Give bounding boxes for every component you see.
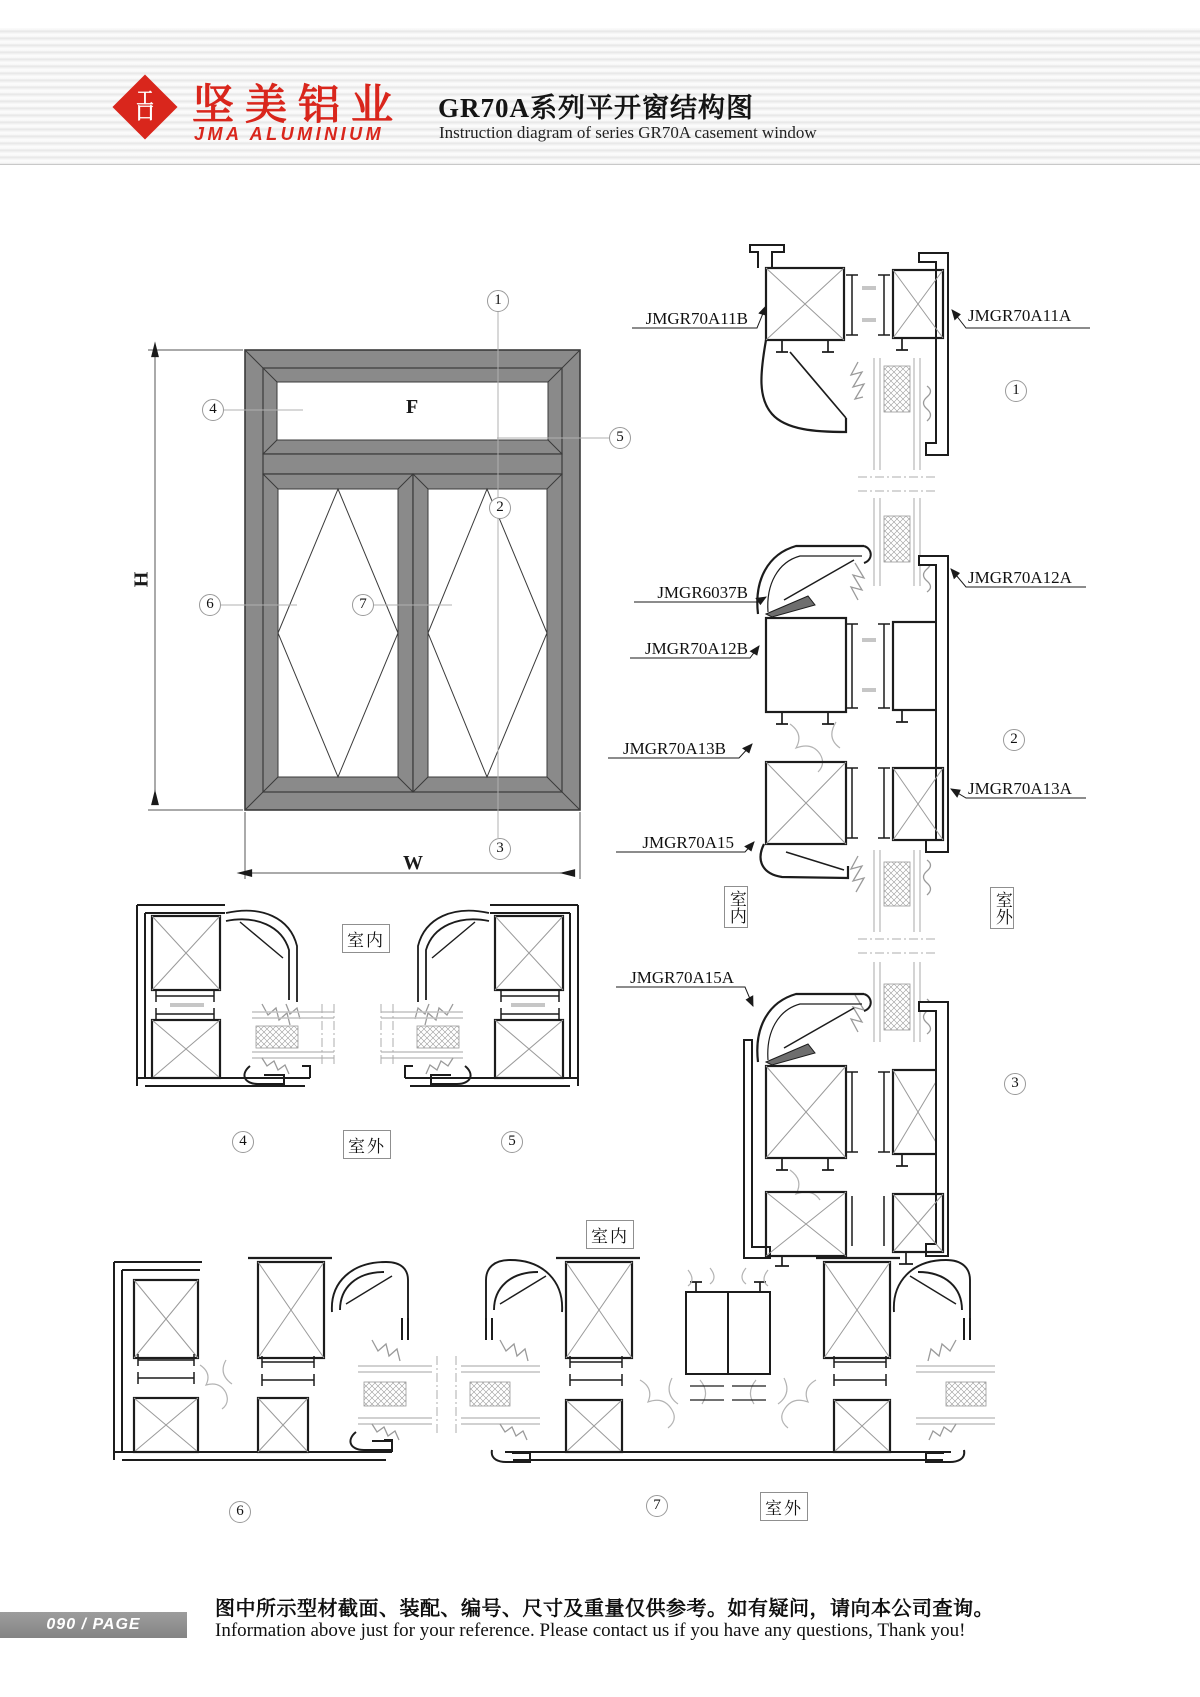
detail-marker-6: 6	[229, 1501, 251, 1523]
elevation-marker-3: 3	[489, 838, 511, 860]
detail-section-6	[114, 1258, 456, 1460]
part-label-jmgr70a12b: JMGR70A12B	[645, 639, 748, 658]
logo-glyph-bottom: 口	[135, 103, 155, 125]
detail-section-1	[750, 245, 948, 491]
jma-logo-glyphs	[116, 84, 174, 130]
part-label-jmgr70a13a: JMGR70A13A	[968, 779, 1072, 798]
elevation-width-label: W	[403, 852, 423, 874]
brand-name-en: JMA ALUMINIUM	[194, 124, 385, 144]
elevation-drawing	[245, 350, 580, 810]
detail-section-5	[381, 905, 578, 1086]
detail-marker-1: 1	[1005, 380, 1027, 402]
detail-section-7	[461, 1258, 728, 1462]
part-label-jmgr70a13b: JMGR70A13B	[623, 739, 726, 758]
detail-marker-7: 7	[646, 1495, 668, 1517]
page-header	[0, 0, 1200, 170]
zone-indoor-detail2: 室内	[724, 886, 748, 928]
detail-section-4	[137, 905, 334, 1086]
detail-marker-4: 4	[232, 1131, 254, 1153]
detail-section-7-right	[728, 1258, 995, 1462]
detail-marker-3: 3	[1004, 1073, 1026, 1095]
elevation-height-label: H	[130, 571, 153, 588]
brand-name-cn: 坚美铝业	[192, 81, 405, 128]
page-number-bar	[0, 1612, 187, 1638]
disclaimer-cn: 图中所示型材截面、装配、编号、尺寸及重量仅供参考。如有疑问，请向本公司查询。	[215, 1598, 994, 1620]
elevation-marker-1: 1	[487, 290, 509, 312]
part-label-jmgr70a15a: JMGR70A15A	[630, 968, 734, 987]
logo-glyph-top: 工	[136, 88, 154, 108]
part-label-jmgr6037b: JMGR6037B	[657, 583, 748, 602]
elevation-marker-5: 5	[609, 427, 631, 449]
zone-indoor-detail7: 室内	[586, 1220, 634, 1249]
zone-outdoor-detail2: 室外	[990, 887, 1014, 929]
elevation-marker-2: 2	[489, 497, 511, 519]
elevation-marker-6: 6	[199, 594, 221, 616]
part-label-jmgr70a11b: JMGR70A11B	[645, 309, 748, 328]
page-subtitle: Instruction diagram of series GR70A casement window	[439, 123, 817, 142]
part-label-jmgr70a12a: JMGR70A12A	[968, 568, 1072, 587]
page-number-label: 090 / PAGE	[46, 1616, 141, 1633]
disclaimer-en: Information above just for your reference. Please contact us if you have any questions, Thank you!	[215, 1620, 966, 1641]
page-title: GR70A系列平开窗结构图	[438, 93, 754, 123]
part-label-jmgr70a11a: JMGR70A11A	[968, 306, 1072, 325]
part-label-jmgr70a15: JMGR70A15	[642, 833, 734, 852]
zone-indoor-detail45: 室内	[342, 924, 390, 953]
elevation-marker-4: 4	[202, 399, 224, 421]
detail-section-3	[744, 962, 948, 1266]
detail-section-2	[757, 498, 948, 953]
zone-outdoor-detail7: 室外	[760, 1492, 808, 1521]
detail-marker-5: 5	[501, 1131, 523, 1153]
elevation-marker-7: 7	[352, 594, 374, 616]
elevation-fixed-label: F	[406, 396, 419, 418]
detail-marker-2: 2	[1003, 729, 1025, 751]
zone-outdoor-detail45: 室外	[343, 1130, 391, 1159]
